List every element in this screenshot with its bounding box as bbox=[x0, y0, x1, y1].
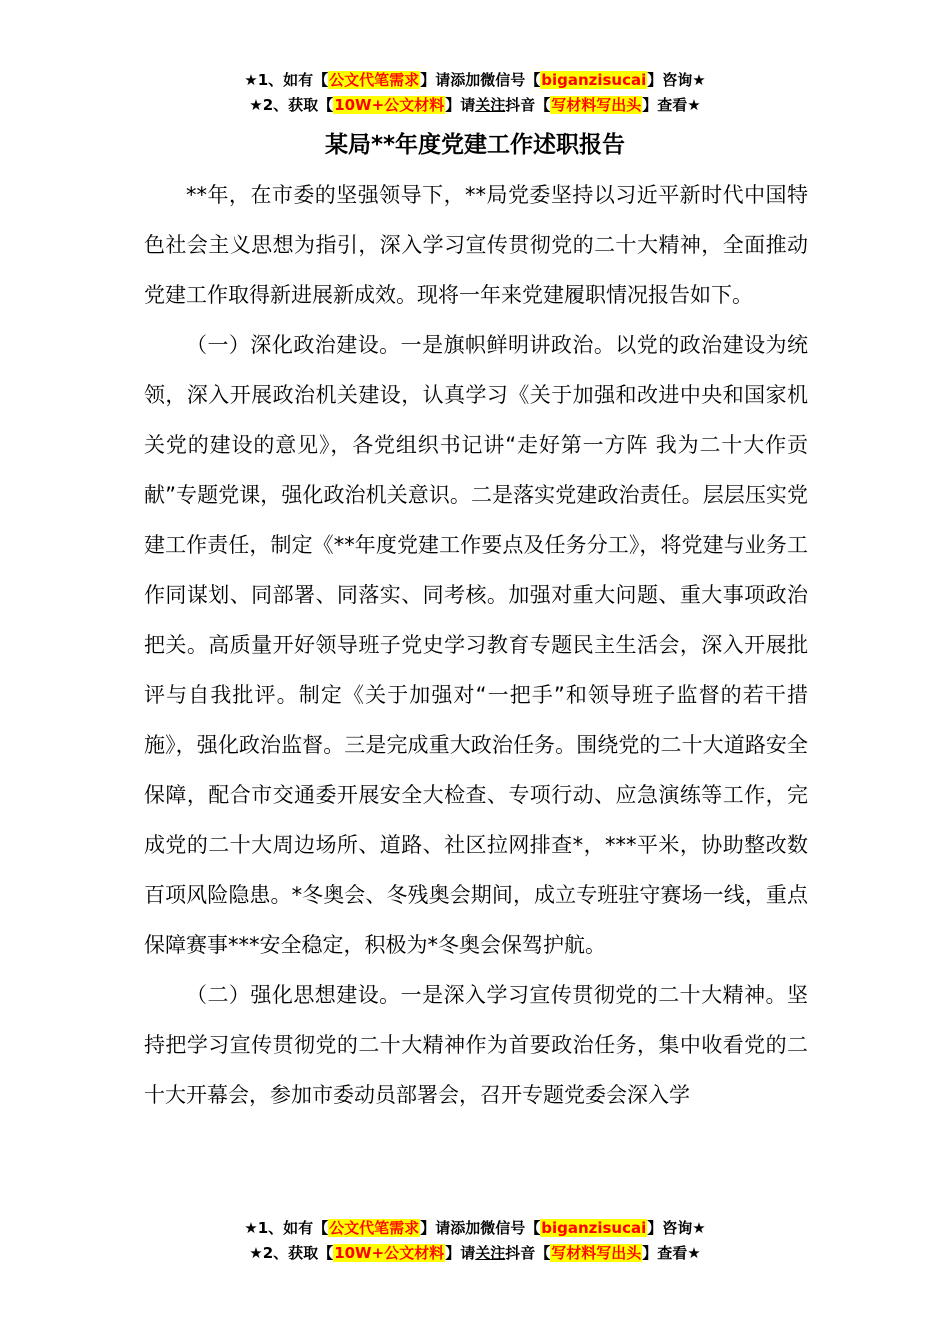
promo-line-2: ★2、获取【10W+公文材料】请关注抖音【写材料写出头】查看★ bbox=[249, 96, 701, 114]
document-body bbox=[144, 170, 808, 1120]
highlight-ghostwriting: 公文代笔需求 bbox=[329, 71, 420, 89]
document-title: 某局**年度党建工作述职报告 bbox=[324, 132, 626, 158]
paragraph-intro: **年，在市委的坚强领导下，**局党委坚持以习近平新时代中国特色社会主义思想为指引，深入学习宣传贯彻党的二十大精神，全面推动党建工作取得新进展新成效。现将一年来党建履职情况报告如下。 bbox=[144, 183, 808, 307]
promo-banner-top bbox=[0, 68, 950, 118]
promo-line-1: ★1、如有【公文代笔需求】请添加微信号【biganzisucai】咨询★ bbox=[244, 71, 706, 89]
highlight-materials: 10W+公文材料 bbox=[334, 96, 445, 114]
promo-line-1: ★1、如有【公文代笔需求】请添加微信号【biganzisucai】咨询★ bbox=[244, 1219, 706, 1237]
paragraph-political-building: （一）深化政治建设。一是旗帜鲜明讲政治。以党的政治建设为统领，深入开展政治机关建设，认真学习《关于加强和改进中央和国家机关党的建设的意见》，各党组织书记讲“走好第一方阵 我为二十大作贡献”专题党课，强化政治机关意识。二是落实党建政治责任。层层压实党建工作责任，制定《**年度党建工作要点及任务分工》，将党建与业务工作同谋划、同部署、同落实、同考核。加强对重大问题、重大事项政治把关。高质量开好领导班子党史学习教育专题民主生活会，深入开展批评与自我批评。制定《关于加强对“一把手”和领导班子监督的若干措施》，强化政治监督。三是完成重大政治任务。围绕党的二十大道路安全保障，配合市交通委开展安全大检查、专项行动、应急演练等工作，完成党的二十大周边场所、道路、社区拉网排查*，***平米，协助整改数百项风险隐患。*冬奥会、冬残奥会期间，成立专班驻守赛场一线，重点保障赛事***安全稳定，积极为*冬奥会保驾护航。 bbox=[144, 333, 808, 957]
underlined-follow: 关注 bbox=[475, 1244, 506, 1262]
highlight-ghostwriting: 公文代笔需求 bbox=[329, 1219, 420, 1237]
highlight-douyin-account: 写材料写出头 bbox=[551, 1244, 642, 1262]
promo-line-2: ★2、获取【10W+公文材料】请关注抖音【写材料写出头】查看★ bbox=[249, 1244, 701, 1262]
underlined-follow: 关注 bbox=[475, 96, 506, 114]
highlight-wechat-id: biganzisucai bbox=[541, 71, 647, 89]
paragraph-ideological-building: （二）强化思想建设。一是深入学习宣传贯彻党的二十大精神。坚持把学习宣传贯彻党的二十大精神作为首要政治任务，集中收看党的二十大开幕会，参加市委动员部署会，召开专题党委会深入学 bbox=[144, 983, 808, 1107]
highlight-materials: 10W+公文材料 bbox=[334, 1244, 445, 1262]
highlight-douyin-account: 写材料写出头 bbox=[551, 96, 642, 114]
highlight-wechat-id: biganzisucai bbox=[541, 1219, 647, 1237]
promo-banner-bottom bbox=[0, 1216, 950, 1266]
